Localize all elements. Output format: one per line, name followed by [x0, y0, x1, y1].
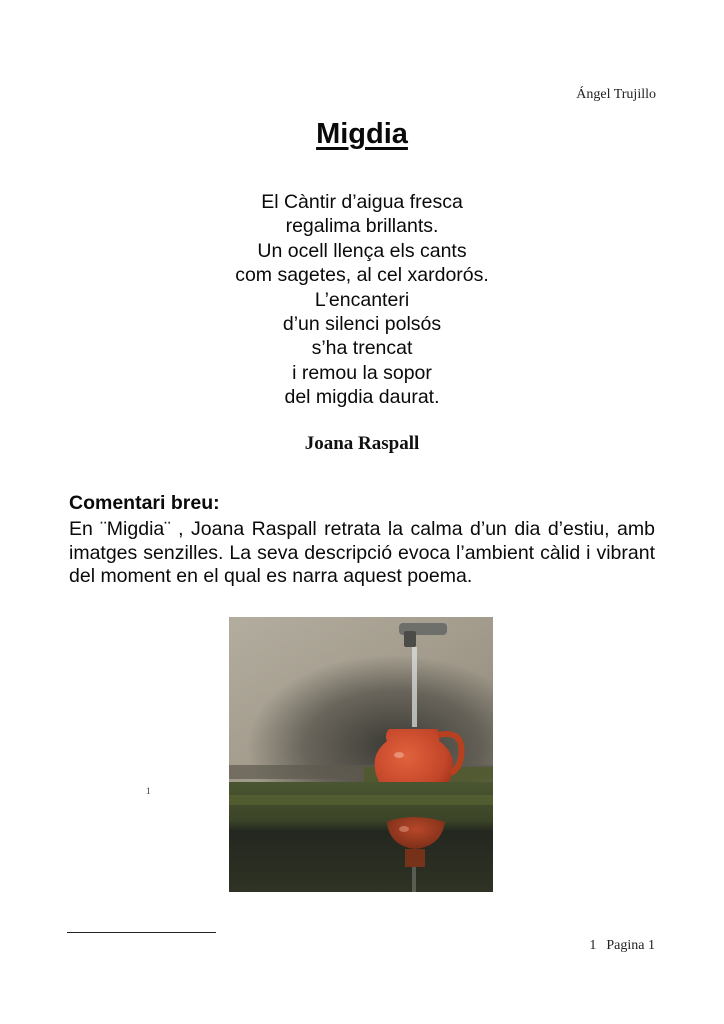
poet-name: Joana Raspall — [304, 433, 420, 454]
jug-photo — [229, 617, 493, 892]
poem-line: L’encanteri — [314, 288, 410, 311]
poem-line: El Càntir d’aigua fresca — [261, 191, 463, 213]
poem-line: i remou la sopor — [292, 361, 432, 384]
author-header: Ángel Trujillo — [576, 87, 656, 102]
poem-line: del migdia daurat. — [284, 386, 440, 409]
footnote-number: 1 — [589, 938, 597, 953]
page-footer — [589, 938, 655, 954]
poem-line: Un ocell llença els cants — [257, 239, 467, 262]
comment-body: En ¨Migdia¨ , Joana Raspall retrata la calma d’un dia d’estiu, amb imatges senzilles. La seva descripció evoca l’ambient càlid i vibrant del moment en el qual es narra aquest poema. — [69, 518, 655, 587]
poem-title: Migdia — [316, 118, 408, 150]
page-number: Pagina 1 — [606, 938, 655, 953]
footnote-marker: 1 — [146, 786, 151, 796]
comment-heading: Comentari breu: — [69, 492, 220, 514]
poem-line: d’un silenci polsós — [282, 313, 442, 336]
poem-line: com sagetes, al cel xardorós. — [235, 264, 489, 287]
footnote-separator — [67, 932, 216, 933]
poem-line: s’ha trencat — [311, 337, 413, 360]
poem-body — [0, 190, 724, 410]
poem-line: regalima brillants. — [285, 215, 439, 238]
